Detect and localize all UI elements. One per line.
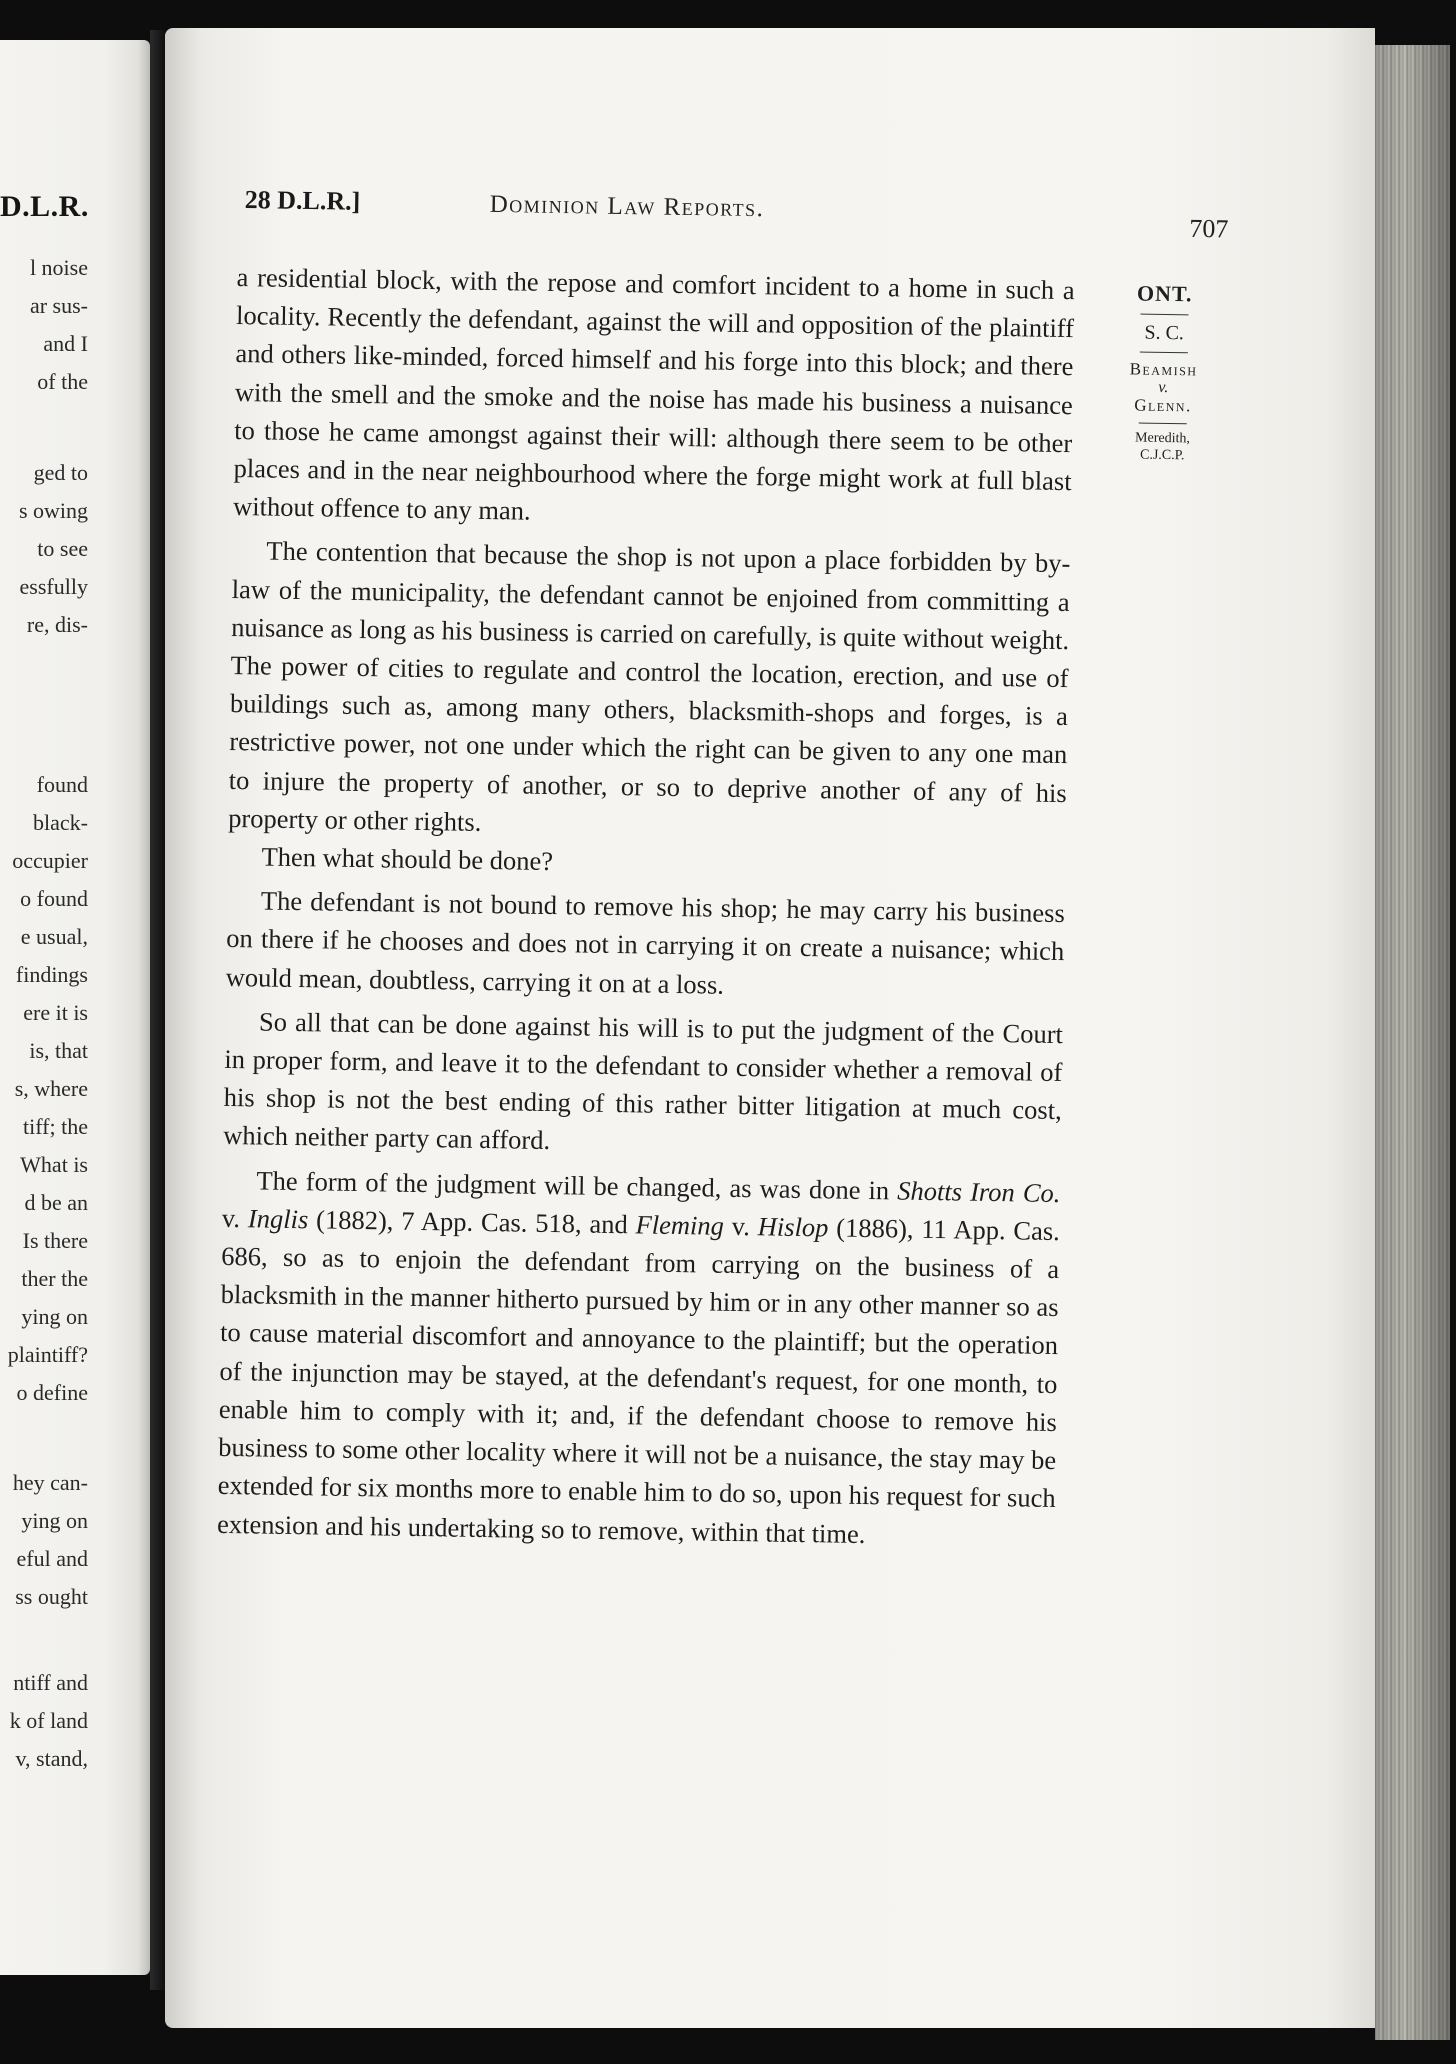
previous-page-line: s, where [14,1076,88,1101]
previous-page-line: s owing [18,498,88,523]
previous-page-line: findings [15,962,88,987]
text-run: v. [723,1210,759,1242]
previous-page-line: of the [37,369,88,394]
paragraph: a residential block, with the repose and comfort incident to a home in such a locality. Recently the defendant, against the will and opposition of the plaintiff and others like-minded, forced himself and his forge into this block; and there with the smell and the smoke and the noise has made his business a nuisance to those he came amongst against their will: although there seem to be other places and in the near neighbourhood where the forge might work at full blast without offence to any man. [232,261,1075,526]
previous-page-line: found [36,772,88,797]
previous-page-line: is, that [29,1038,88,1063]
case-party-defendant: Glenn. [1134,395,1192,416]
text-run: (1882), 7 App. Cas. 518, and [308,1204,636,1240]
previous-page-line: black- [33,810,88,835]
case-citation: Inglis [247,1203,309,1235]
previous-page-line: re, dis- [26,612,88,637]
previous-page-line: v, stand, [15,1746,88,1771]
previous-page-line: k of land [9,1708,88,1733]
case-citation: Fleming [635,1209,725,1241]
previous-page-line: hey can- [12,1470,88,1495]
previous-page-line: ther the [21,1266,88,1291]
province: ONT. [1136,280,1193,307]
case-citation: Hislop [757,1211,829,1243]
previous-page-line: e usual, [20,924,88,949]
paragraph: The contention that because the shop is not upon a place forbidden by by-law of the municipality, the defendant cannot be enjoined from committing a nuisance as long as his business is carried on carefully, is quite without weight. The power of cities to regulate and control the location, erection, and use of buildings such as, among many others, blacksmith-shops and forges, is a restrictive power, not one under which the right can be given to any one man to injure the property of another, or so to deprive another of any of his property or other rights. [227,535,1071,837]
paragraph: The defendant is not bound to remove his shop; he may carry his business on there if he chooses and does not in carrying it on create a nuisance; which would mean, doubtless, carrying it on at a loss. [225,885,1066,1000]
text-run: v. [221,1202,249,1234]
previous-page-line: d be an [24,1190,88,1215]
previous-page-line: ss ought [15,1584,88,1609]
case-citation: Shotts Iron Co. [897,1175,1061,1208]
previous-page-line: ar sus- [29,293,88,318]
paragraph: So all that can be done against his will is to put the judgment of the Court in proper form, and leave it to the defendant to consider whether a removal of his shop is not the best ending of this rather bitter litigation at much cost, which neither party can afford. [222,1006,1064,1156]
text-run: (1886), 11 App. Cas. 686, so as to enjoin the defendant from carrying on the business of a blacksmith in the manner hitherto pursued by him or in any other manner so as to cause material discomfort and annoyance to the plaintiff; but the operation of the injunction may be stayed, at the defendant's request, for one month, to enable him to comply with it; and, if the defendant choose to remove his business to some other locality where it will not be a nuisance, the stay may be extended for six months more to enable him to do so, upon his request for such extension and his undertaking so to remove, within that time. [216,1212,1061,1549]
previous-page-line: eful and [16,1546,88,1571]
previous-page-line: ntiff and [13,1670,88,1695]
case-versus: v. [1158,378,1169,397]
previous-page-line: plaintiff? [7,1342,88,1367]
previous-page-edge [0,40,150,1975]
previous-page-header: D.L.R. [0,190,89,223]
paragraph [217,1161,1061,1556]
previous-page-line: What is [20,1152,88,1177]
previous-page-line: ying on [21,1508,88,1533]
side-note-rule [1140,352,1188,354]
previous-page-line: tiff; the [23,1114,88,1139]
previous-page-line: l noise [29,255,88,280]
volume-reference: 28 D.L.R.] [244,185,361,216]
judge-title: C.J.C.P. [1139,447,1185,464]
paragraph: Then what should be done? [261,841,554,877]
previous-page-line: essfully [19,574,88,599]
court: S. C. [1144,321,1185,345]
body-text [217,258,1075,1556]
previous-page-line: to see [37,536,88,561]
previous-page-line: o define [16,1380,88,1405]
previous-page-line: and I [43,331,88,356]
judge-name: Meredith, [1134,430,1191,447]
previous-page-line: o found [20,886,88,911]
side-note-rule [1140,314,1188,316]
side-note-rule [1139,423,1187,425]
previous-page-line: ying on [21,1304,88,1329]
page-number: 707 [1189,213,1229,244]
previous-page-line: ere it is [23,1000,88,1025]
previous-page-line: occupier [12,848,88,873]
journal-title: Dominion Law Reports. [489,190,765,223]
previous-page-line: Is there [22,1228,88,1253]
previous-page-line: ged to [33,460,88,485]
page-edges-shade [1375,45,1450,2040]
side-note [1102,280,1225,464]
text-run: The form of the judgment will be changed, as was done in [256,1165,898,1206]
case-party-plaintiff: Beamish [1129,359,1198,380]
